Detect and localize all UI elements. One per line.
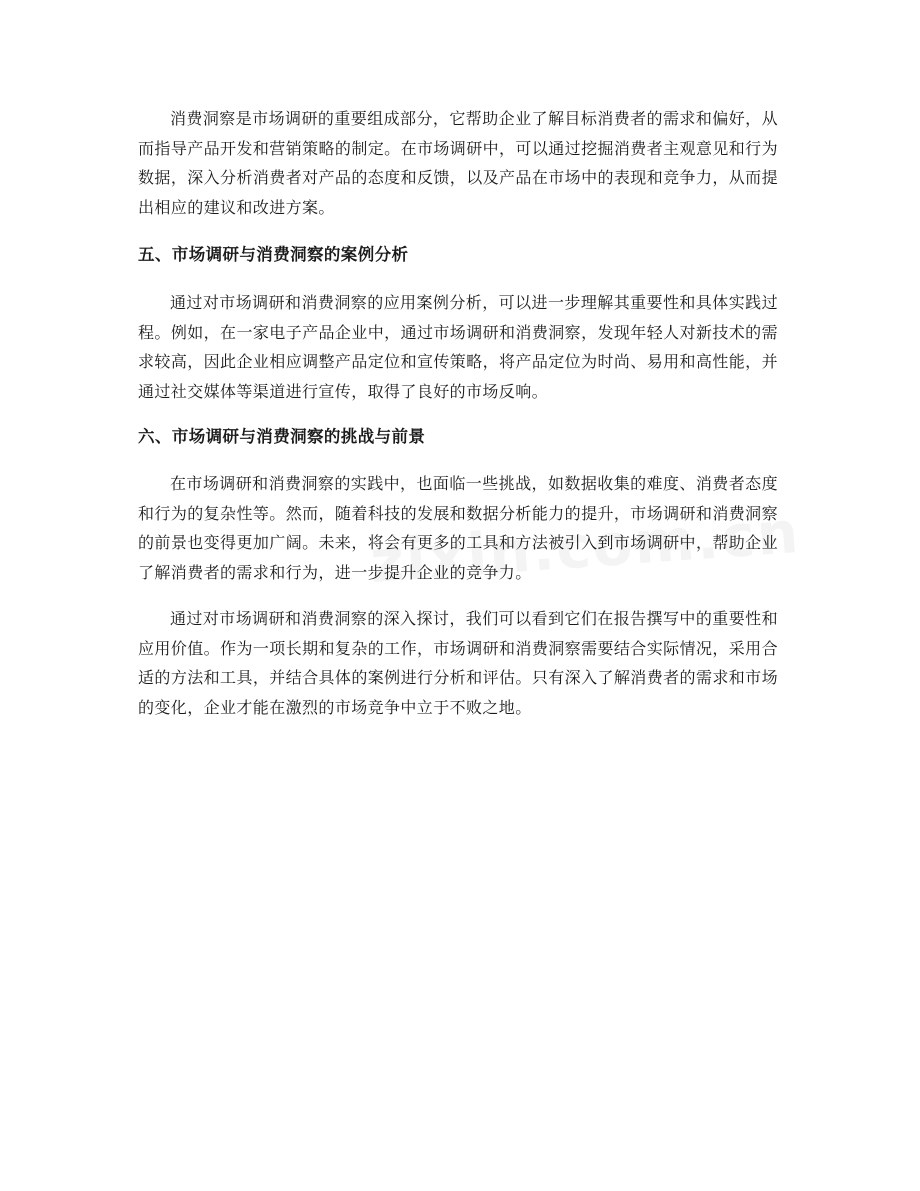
paragraph-case-analysis: 通过对市场调研和消费洞察的应用案例分析，可以进一步理解其重要性和具体实践过程。例如，在一家电子产品企业中，通过市场调研和消费洞察，发现年轻人对新技术的需求较高，因此企业相应调整产品定位和宣传策略，将产品定位为时尚、易用和高性能，并通过社交媒体等渠道进行宣传，取得了良好的市场反响。 xyxy=(138,293,778,401)
paragraph-conclusion: 通过对市场调研和消费洞察的深入探讨，我们可以看到它们在报告撰写中的重要性和应用价值。作为一项长期和复杂的工作，市场调研和消费洞察需要结合实际情况，采用合适的方法和工具，并结合具体的案例进行分析和评估。只有深入了解消费者的需求和市场的变化，企业才能在激烈的市场竞争中立于不败之地。 xyxy=(138,609,778,717)
section-heading-6: 六、市场调研与消费洞察的挑战与前景 xyxy=(138,427,426,446)
paragraph-consumer-insight: 消费洞察是市场调研的重要组成部分，它帮助企业了解目标消费者的需求和偏好，从而指导产品开发和营销策略的制定。在市场调研中，可以通过挖掘消费者主观意见和行为数据，深入分析消费者对产品的态度和反馈，以及产品在市场中的表现和竞争力，从而提出相应的建议和改进方案。 xyxy=(138,109,778,217)
section-heading-5: 五、市场调研与消费洞察的案例分析 xyxy=(138,245,409,264)
paragraph-challenges: 在市场调研和消费洞察的实践中，也面临一些挑战，如数据收集的难度、消费者态度和行为的复杂性等。然而，随着科技的发展和数据分析能力的提升，市场调研和消费洞察的前景也变得更加广阔。未来，将会有更多的工具和方法被引入到市场调研中，帮助企业了解消费者的需求和行为，进一步提升企业的竞争力。 xyxy=(138,474,778,582)
document-body xyxy=(138,104,778,722)
